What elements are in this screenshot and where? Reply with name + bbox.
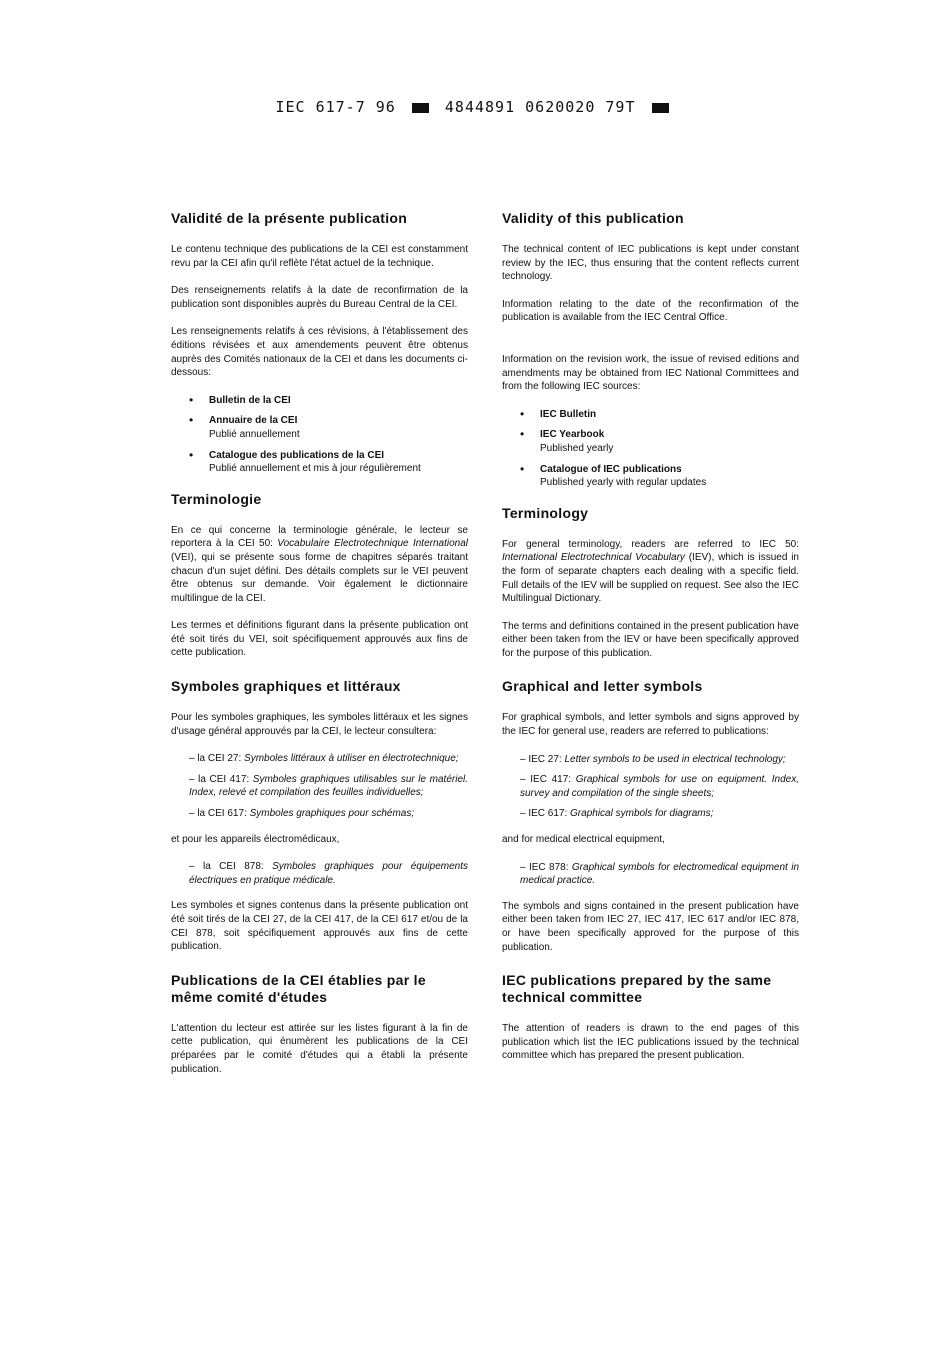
barcode-number: 4844891 0620020 79T <box>444 98 636 116</box>
list-item: • IEC Yearbook Published yearly <box>520 428 799 455</box>
paragraph: et pour les appareils électromédicaux, <box>171 833 340 845</box>
paragraph: The symbols and signs contained in the present publication have either been taken from IEC 27, IEC 417, IEC 617 and/or IEC 878, or have been specifically approved for the purpose of this publication. <box>502 900 799 953</box>
section-title-symbols: Symboles graphiques et littéraux <box>171 678 401 695</box>
paragraph: Des renseignements relatifs à la date de reconfirmation de la publication sont disponibles auprès du Bureau Central de la CEI. <box>171 285 468 310</box>
medical-standards-list <box>502 861 799 888</box>
list-item: – la CEI 878: Symboles graphiques pour équipements électriques en pratique médicale. <box>189 861 468 886</box>
paragraph: Les symboles et signes contenus dans la présente publication ont été soit tirés de la CEI 27, de la CEI 417, de la CEI 617 et/ou de la CEI 878, soit spécifiquement approuvés aux fins de cette publication. <box>171 900 468 953</box>
paragraph: Information relating to the date of the reconfirmation of the publication is available from the IEC Central Office. <box>502 298 799 324</box>
list-item: – IEC 878: Graphical symbols for electromedical equipment in medical practice. <box>520 861 800 887</box>
reference-code: IEC 617-7 96 <box>275 98 396 116</box>
paragraph: Les renseignements relatifs à ces révisions, à l'établissement des éditions révisées et aux amendements peuvent être obtenus auprès des Comités nationaux de la CEI et dans les documents ci-dessous: <box>171 326 468 379</box>
section-title-symbols: Graphical and letter symbols <box>502 678 703 695</box>
medical-standards-list <box>171 860 468 887</box>
section-title-committee-publications: IEC publications prepared by the same technical committee <box>502 972 772 1006</box>
list-item: – la CEI 617: Symboles graphiques pour schémas; <box>189 808 415 820</box>
french-column <box>171 210 468 1090</box>
section-title-terminology: Terminologie <box>171 490 262 507</box>
black-block-mark <box>652 103 669 113</box>
list-item: • IEC Bulletin <box>520 408 799 422</box>
paragraph: The attention of readers is drawn to the end pages of this publication which list the IEC publications issued by the technical committee which has prepared the present publication. <box>502 1023 799 1062</box>
paragraph: Pour les symboles graphiques, les symboles littéraux et les signes d'usage général approuvés par la CEI, le lecteur consultera: <box>171 712 468 737</box>
paragraph: Les termes et définitions figurant dans la présente publication ont été soit tirés du VEI, soit spécifiquement approuvés aux fins de cette publication. <box>171 620 468 659</box>
section-title-terminology: Terminology <box>502 504 589 521</box>
paragraph: For graphical symbols, and letter symbols and signs approved by the IEC for general use, readers are referred to publications: <box>502 712 799 738</box>
section-title-validity: Validity of this publication <box>502 210 684 226</box>
sources-list <box>171 394 468 476</box>
section-title-validity: Validité de la présente publication <box>171 210 408 226</box>
list-item: • Catalogue of IEC publications Published yearly with regular updates <box>520 463 799 490</box>
paragraph: and for medical electrical equipment, <box>502 834 665 846</box>
list-item: – la CEI 417: Symboles graphiques utilisables sur le matériel. Index, relevé et compilation des feuilles individuelles; <box>189 773 469 799</box>
list-item: – IEC 617: Graphical symbols for diagrams; <box>520 808 714 820</box>
section-title-committee-publications: Publications de la CEI établies par le même comité d'études <box>171 971 426 1005</box>
paragraph: Information on the revision work, the issue of revised editions and amendments may be obtained from IEC National Committees and from the following IEC sources: <box>502 353 799 393</box>
list-item: • Catalogue des publications de la CEI Publié annuellement et mis à jour régulièrement <box>189 449 468 476</box>
list-item: – IEC 417: Graphical symbols for use on equipment. Index, survey and compilation of the single sheets; <box>520 774 800 799</box>
list-item: – la CEI 27: Symboles littéraux à utiliser en électrotechnique; <box>189 753 459 765</box>
document-reference-header <box>0 98 950 116</box>
english-column <box>502 210 799 1077</box>
black-block-mark <box>412 103 429 113</box>
paragraph: For general terminology, readers are referred to IEC 50: International Electrotechnical Vocabulary (IEV), which is issued in the form of separate chapters each dealing with a specific field. Full details of the IEV will be supplied on request. See also the IEC Multilingual Dictionary. <box>502 538 799 605</box>
paragraph: En ce qui concerne la terminologie générale, le lecteur se reportera à la CEI 50: Vocabulaire Electrotechnique International (VEI), qui se présente sous forme de chapitres séparés traitant chacun d'un sujet défini. Des détails complets sur le VEI peuvent être obtenus sur demande. Voir également le dictionnaire multilingue de la CEI. <box>171 524 468 604</box>
standards-list <box>502 753 799 821</box>
paragraph: The technical content of IEC publications is kept under constant review by the IEC, thus ensuring that the content reflects current technology. <box>502 244 799 283</box>
standards-list <box>171 752 468 820</box>
paragraph: L'attention du lecteur est attirée sur les listes figurant à la fin de cette publication, qui énumèrent les publications de la CEI préparées par le comité d'études qui a établi la présente publication. <box>171 1022 468 1075</box>
list-item: – IEC 27: Letter symbols to be used in electrical technology; <box>520 753 786 765</box>
paragraph: Le contenu technique des publications de la CEI est constamment revu par la CEI afin qu'il reflète l'état actuel de la technique. <box>171 244 468 269</box>
list-item: • Bulletin de la CEI <box>189 394 468 408</box>
list-item: • Annuaire de la CEI Publié annuellement <box>189 414 468 441</box>
paragraph: The terms and definitions contained in the present publication have either been taken from the IEV or have been specifically approved for the purpose of this publication. <box>502 620 799 659</box>
sources-list <box>502 408 799 490</box>
